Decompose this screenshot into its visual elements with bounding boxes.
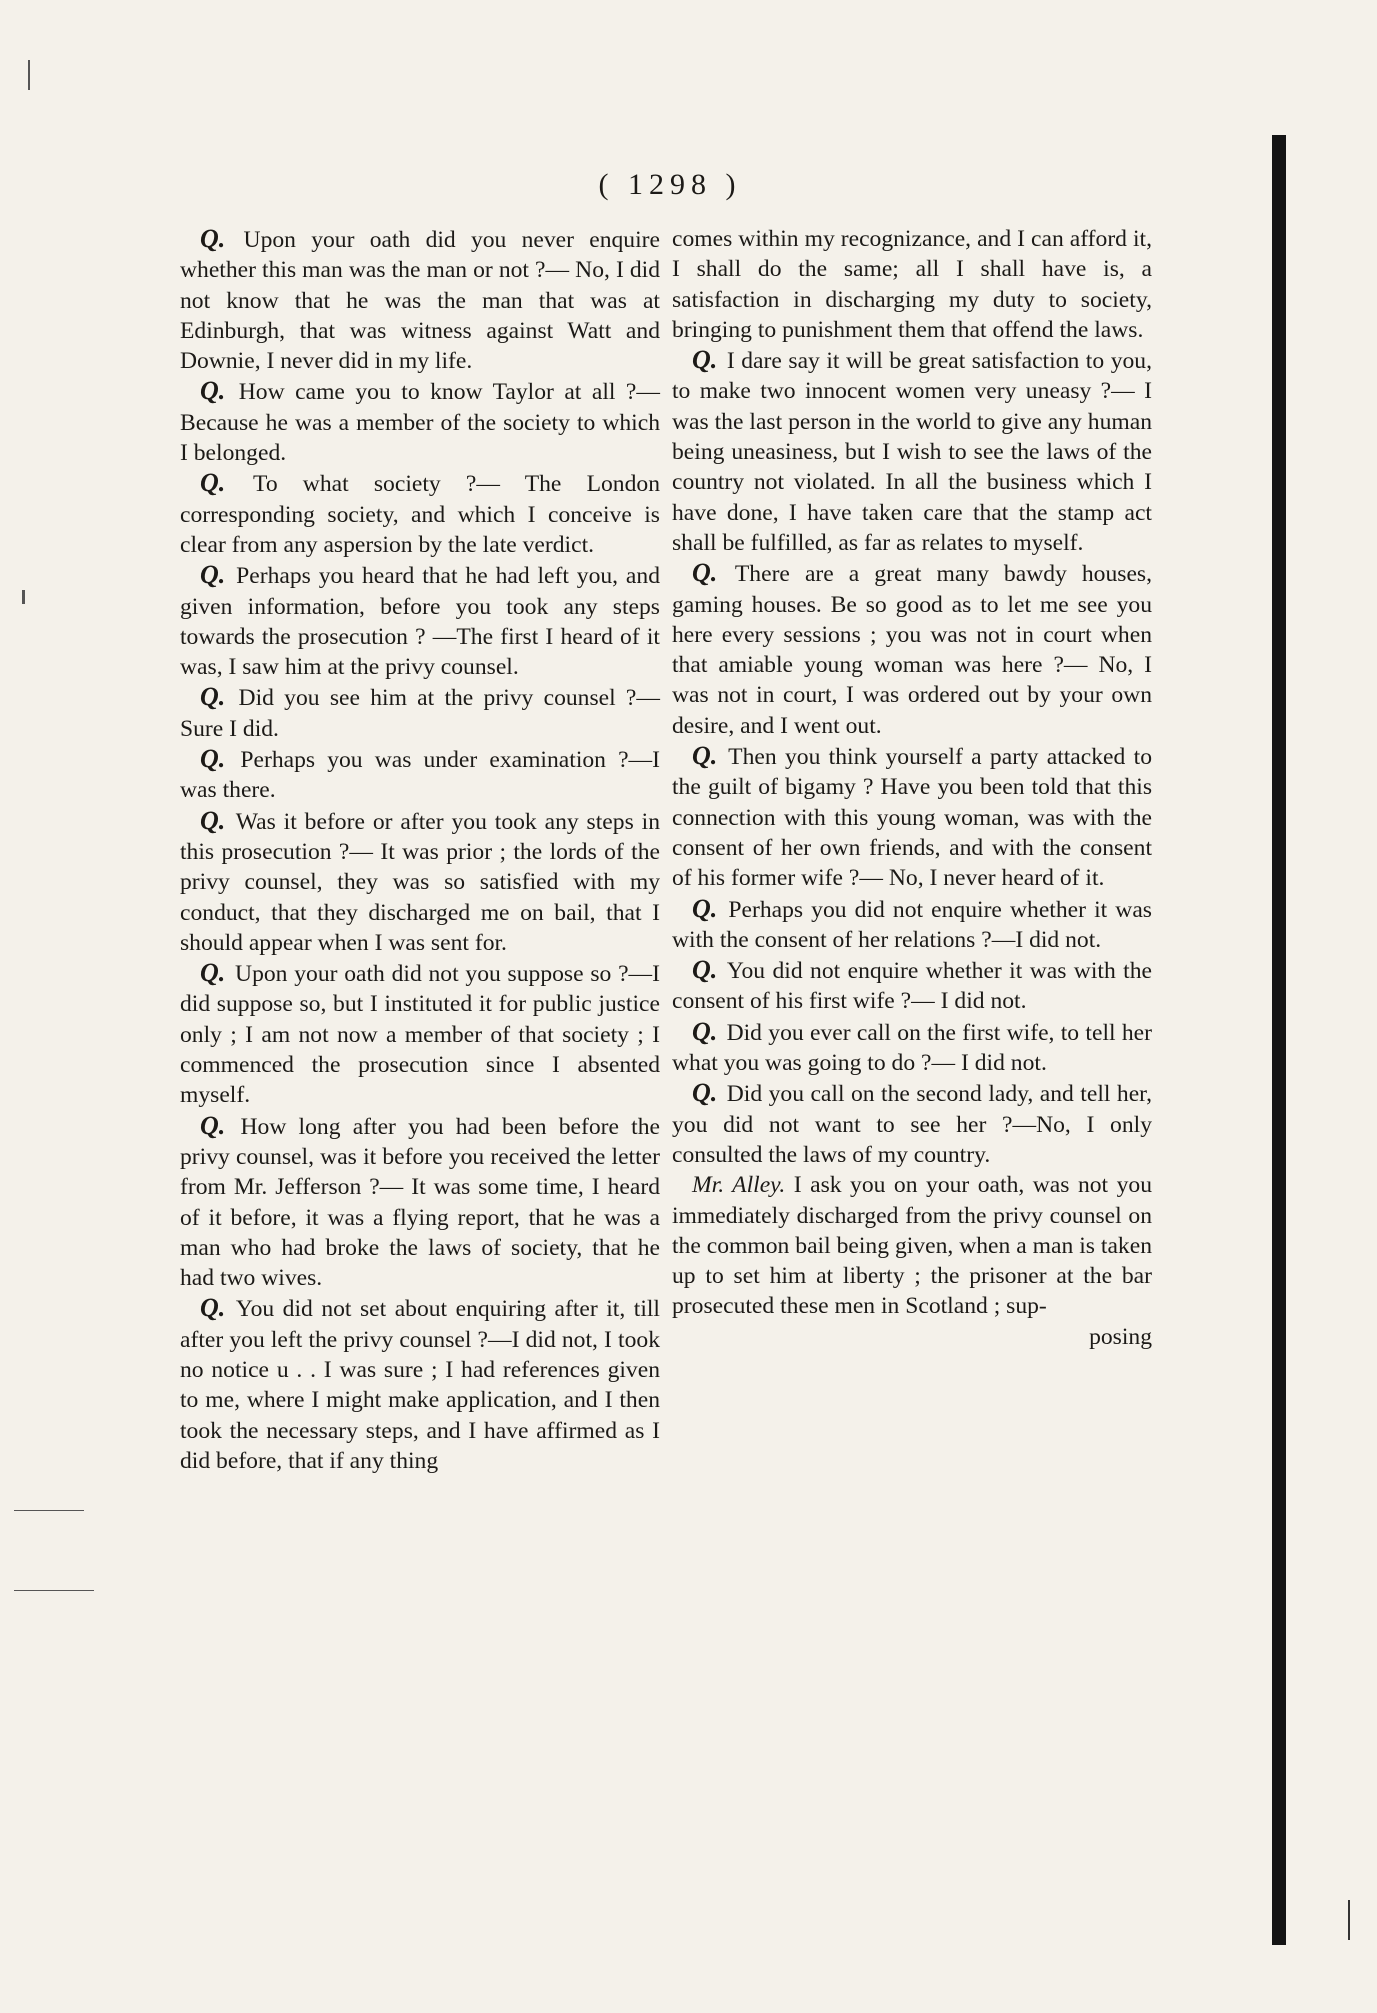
paragraph-text: Was it before or after you took any steps in this prosecution ?— It was prior ; the lords of the privy counsel, they was so satisfied with my conduct, that they discharged me on bail, that I should appear when I was sent for.	[180, 808, 660, 956]
paragraph	[180, 744, 660, 806]
paragraph	[180, 1293, 660, 1476]
margin-speck	[14, 1590, 94, 1591]
question-mark-glyph: Q.	[200, 1110, 226, 1140]
page-number: ( 1298 )	[598, 168, 742, 201]
paragraph	[180, 682, 660, 744]
paragraph	[180, 376, 660, 468]
paragraph-text: How long after you had been before the privy counsel, was it before you received the letter from Mr. Jefferson ?— It was some time, I heard of it before, it was a flying report, that he was a man who had broke the laws of society, that he had two wives.	[180, 1113, 660, 1292]
paragraph-text: There are a great many bawdy houses, gaming houses. Be so good as to let me see you here every sessions ; you was not in court when that amiable young woman was here ?— No, I was not in court, I was ordered out by your own desire, and I went out.	[672, 561, 1152, 739]
paragraph-text: You did not set about enquiring after it, till after you left the privy counsel ?—I did not, I took no notice u . . I was sure ; I had references given to me, where I might make application, and I then took the necessary steps, and I have affirmed as I did before, that if any thing	[180, 1296, 660, 1474]
paragraph	[672, 1017, 1152, 1079]
paragraph-text: To what society ?— The London corresponding society, and which I conceive is clear from any aspersion by the late verdict.	[180, 471, 660, 558]
paragraph-text: Upon your oath did not you suppose so ?—I did suppose so, but I instituted it for public justice only ; I am not now a member of that society ; I commenced the prosecution since I absented myself.	[180, 961, 660, 1109]
paragraph	[180, 806, 660, 958]
paragraph	[180, 468, 660, 560]
question-mark-glyph: Q.	[692, 955, 718, 985]
paragraph-text: Did you see him at the privy counsel ?—Sure I did.	[180, 685, 660, 742]
paragraph	[180, 1111, 660, 1294]
paragraph-text: I ask you on your oath, was not you immediately discharged from the privy counsel on the common bail being given, when a man is taken up to set him at liberty ; the prisoner at the bar prosecuted these men in Scotland ; sup-	[672, 1172, 1152, 1320]
speaker-name: Mr. Alley.	[692, 1172, 794, 1199]
paragraph	[672, 1170, 1152, 1321]
margin-speck	[28, 60, 30, 90]
question-mark-glyph: Q.	[200, 560, 226, 590]
paragraph-text: Did you ever call on the first wife, to tell her what you was going to do ?— I did not.	[672, 1019, 1152, 1077]
paragraph	[672, 345, 1152, 558]
paragraph-text: How came you to know Taylor at all ?— Because he was a member of the society to which I belonged.	[180, 379, 660, 467]
margin-speck	[14, 1510, 84, 1511]
margin-speck	[1348, 1900, 1350, 1940]
paragraph	[180, 224, 660, 376]
catchword: posing	[1089, 1323, 1152, 1350]
question-mark-glyph: Q.	[200, 805, 226, 835]
question-mark-glyph: Q.	[200, 958, 226, 988]
paragraph-text: Perhaps you did not enquire whether it was with the consent of her relations ?—I did not.	[672, 896, 1152, 953]
paragraph	[672, 741, 1152, 893]
question-mark-glyph: Q.	[200, 224, 226, 253]
left-column	[180, 224, 660, 1476]
paragraph	[672, 224, 1152, 345]
paragraph-text: Perhaps you was under examination ?—I was there.	[180, 747, 660, 804]
question-mark-glyph: Q.	[200, 744, 226, 774]
paragraph	[672, 1078, 1152, 1170]
paragraph-text: Upon your oath did you never enquire whether this man was the man or not ?— No, I did not know that he was the man that was at Edinburgh, that was witness against Watt and Downie, I never did in my life.	[180, 227, 660, 375]
question-mark-glyph: Q.	[200, 682, 226, 712]
margin-speck	[22, 590, 25, 604]
paragraph	[672, 955, 1152, 1017]
right-column	[672, 224, 1152, 1352]
question-mark-glyph: Q.	[692, 893, 718, 923]
question-mark-glyph: Q.	[692, 741, 718, 771]
question-mark-glyph: Q.	[200, 1293, 226, 1323]
binding-shadow	[1272, 135, 1286, 1945]
question-mark-glyph: Q.	[692, 1016, 718, 1046]
question-mark-glyph: Q.	[692, 345, 718, 375]
question-mark-glyph: Q.	[692, 1078, 718, 1108]
paragraph-text: comes within my recognizance, and I can afford it, I shall do the same; all I shall have is, a satisfaction in discharging my duty to society, bringing to punishment them that offend the laws.	[672, 226, 1152, 343]
paragraph	[180, 958, 660, 1110]
question-mark-glyph: Q.	[692, 558, 718, 588]
paragraph	[672, 558, 1152, 741]
question-mark-glyph: Q.	[200, 376, 226, 406]
question-mark-glyph: Q.	[200, 468, 226, 498]
paragraph-text: You did not enquire whether it was with the consent of his first wife ?— I did not.	[672, 958, 1152, 1015]
paragraph	[180, 560, 660, 682]
paragraph-text: Then you think yourself a party attacked to the guilt of bigamy ? Have you been told that this connection with this young woman, was with the consent of her own friends, and with the consent of his former wife ?— No, I never heard of it.	[672, 744, 1152, 892]
paragraph-text: I dare say it will be great satisfaction to you, to make two innocent women very uneasy ?— I was the last person in the world to give any human being uneasiness, but I wish to see the laws of the country not violated. In all the business which I have done, I have taken care that the stamp act shall be fulfilled, as far as relates to myself.	[672, 348, 1152, 556]
paragraph-text: Did you call on the second lady, and tell her, you did not want to see her ?—No, I only consulted the laws of my country.	[672, 1081, 1152, 1168]
paragraph	[672, 894, 1152, 956]
paragraph-text: Perhaps you heard that he had left you, and given information, before you took any steps towards the prosecution ? —The first I heard of it was, I saw him at the privy counsel.	[180, 563, 660, 681]
